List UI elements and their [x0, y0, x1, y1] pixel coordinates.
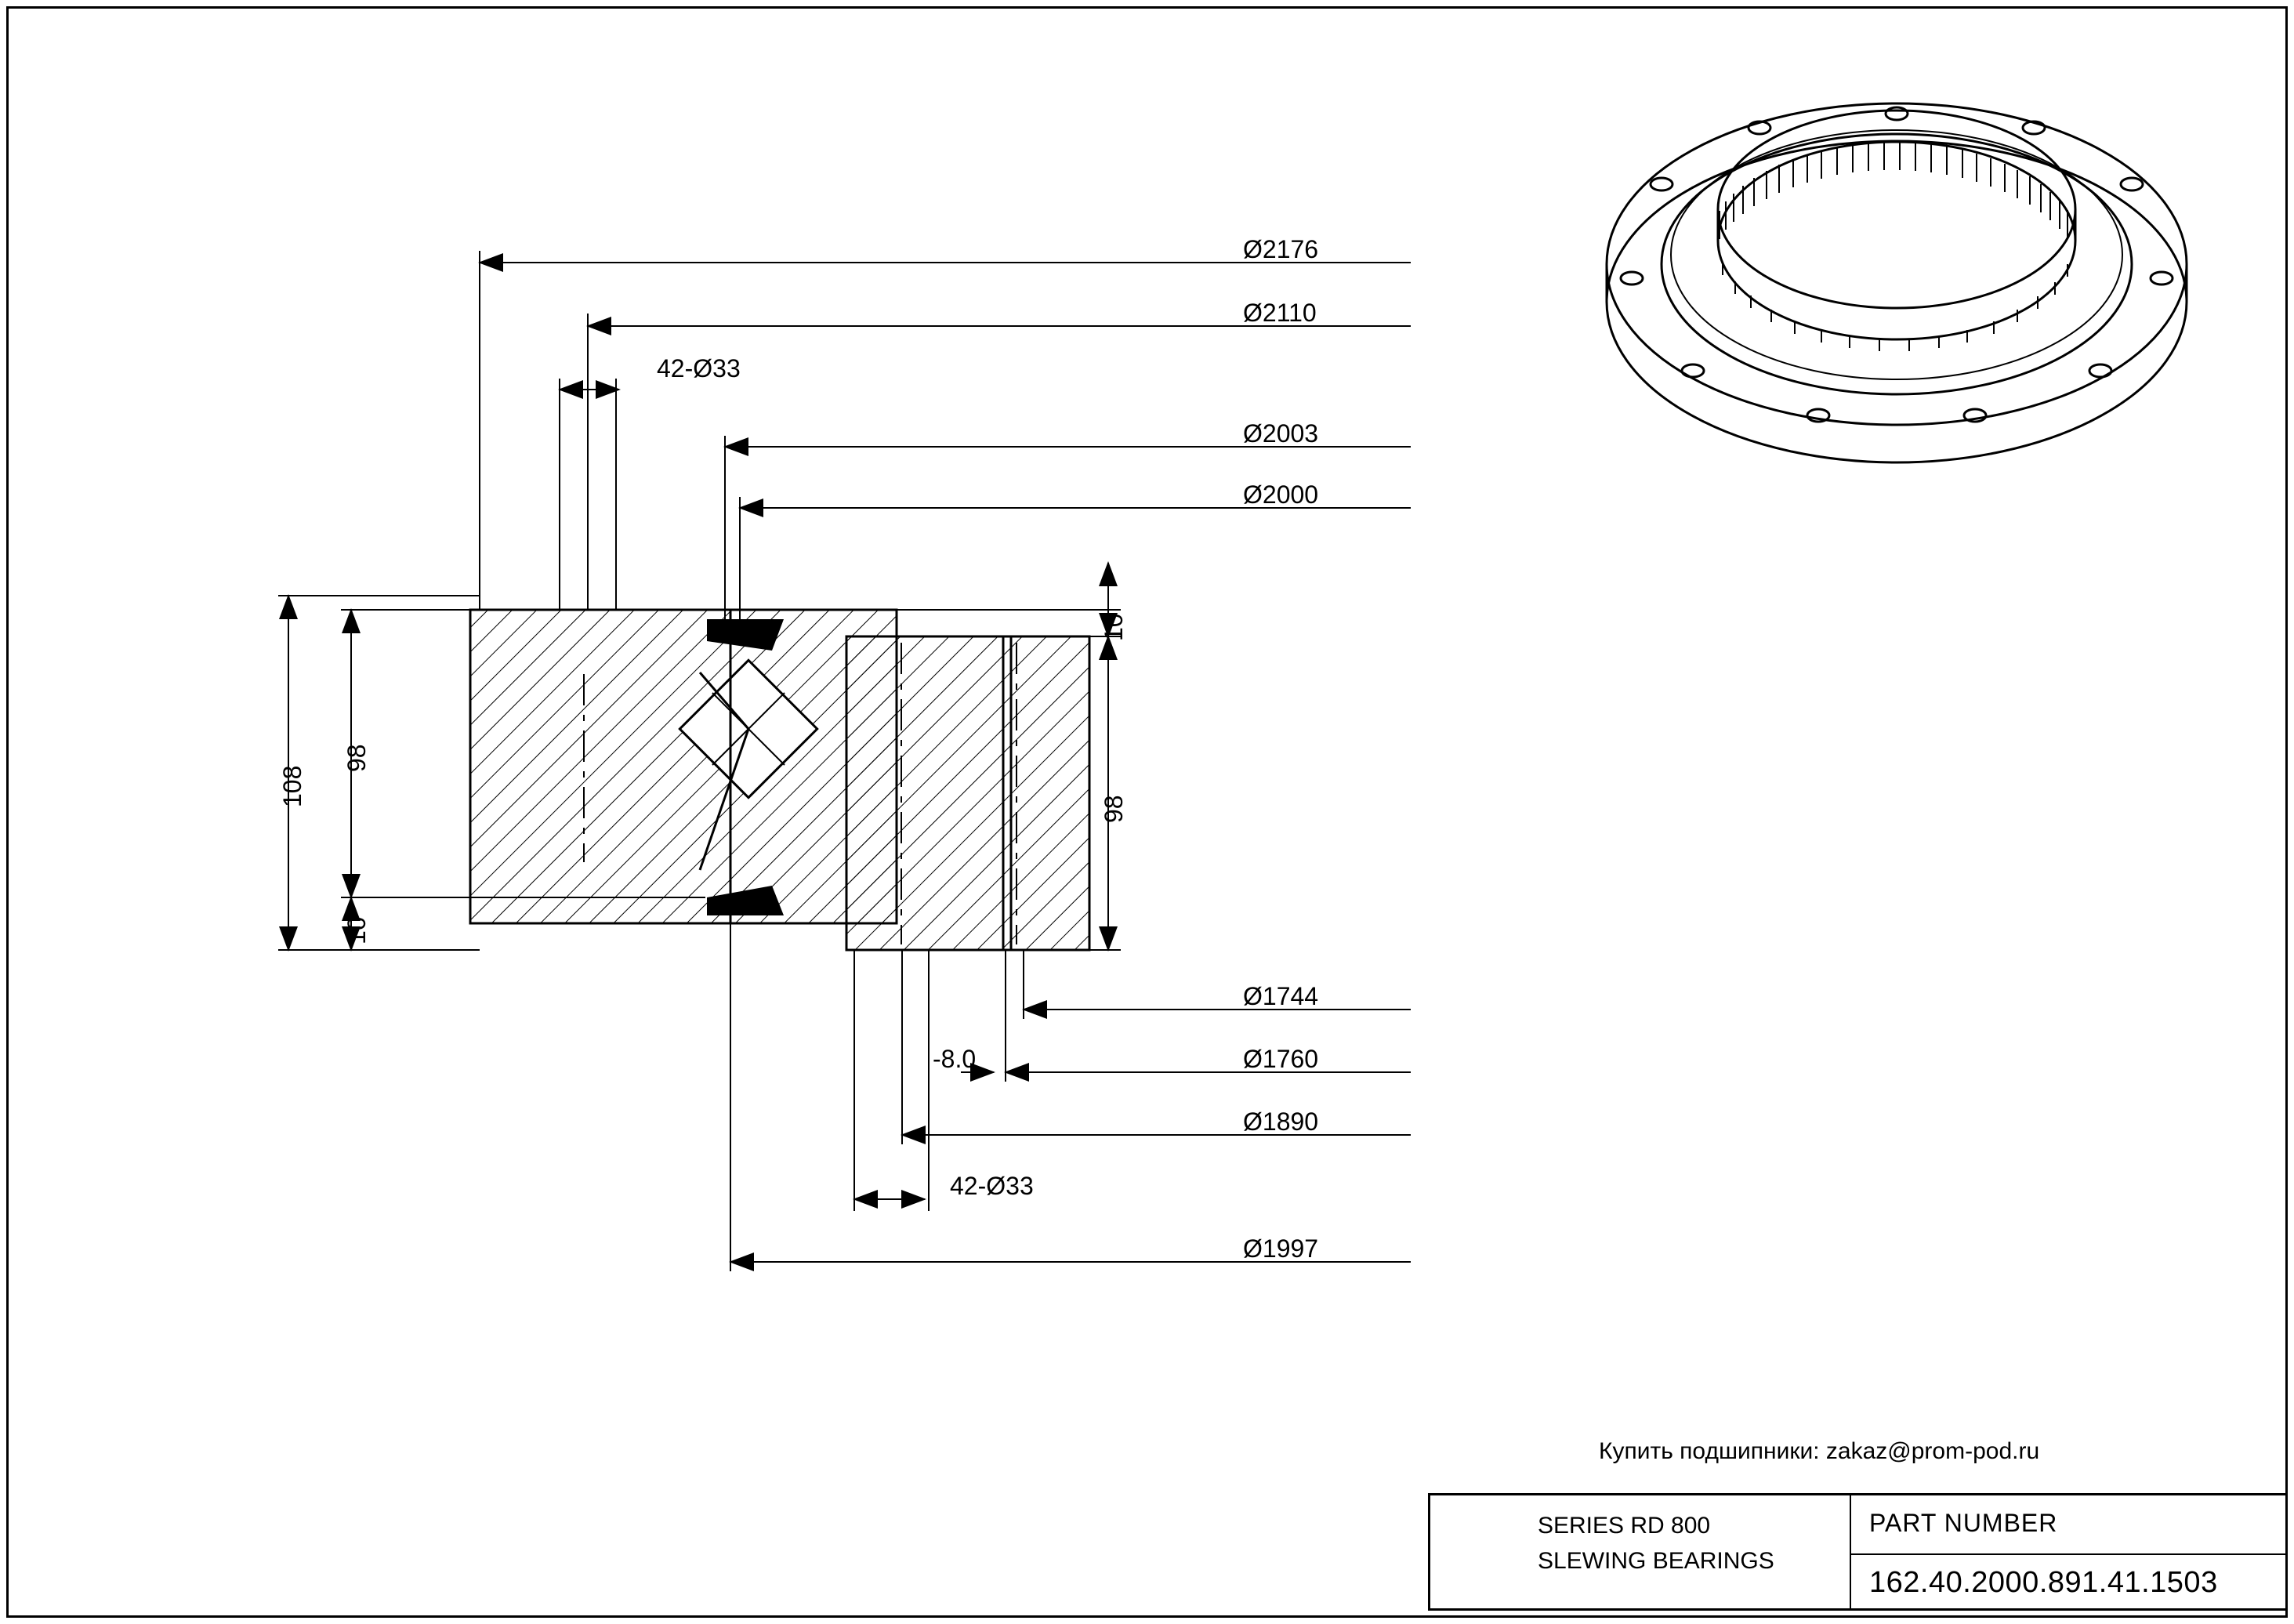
contact-note: Купить подшипники: zakaz@prom-pod.ru [1599, 1438, 2040, 1464]
bottom-dimension-lines [730, 923, 1411, 1271]
dim-label-total-height: 108 [278, 765, 306, 807]
dim-label-od-outer: Ø2176 [1243, 235, 1319, 263]
dim-label-raceway-outer: Ø2003 [1243, 419, 1319, 448]
dim-label-inner-ring-height: 98 [1100, 795, 1128, 823]
title-block-divider-h [1850, 1553, 2288, 1555]
dim-label-bolt-circle-inner: Ø1890 [1243, 1107, 1319, 1136]
isometric-bearing-view [1607, 103, 2187, 462]
dim-label-id-inner: Ø1760 [1243, 1045, 1319, 1073]
dim-label-hole-count-inner: 42-Ø33 [950, 1172, 1034, 1200]
dim-label-gear-offset: -8.0 [933, 1045, 977, 1073]
series-line2: SLEWING BEARINGS [1538, 1548, 1774, 1574]
cross-section [470, 610, 1089, 950]
dim-label-id-gear-root: Ø1744 [1243, 982, 1319, 1010]
part-number-header: PART NUMBER [1869, 1509, 2058, 1537]
title-block-divider [1850, 1493, 1851, 1611]
dim-label-bolt-circle-outer: Ø2110 [1243, 299, 1317, 327]
dim-label-step-height-right: 10 [1100, 613, 1128, 641]
dim-label-nominal: Ø2000 [1243, 480, 1319, 509]
dim-label-outer-ring-height: 98 [342, 744, 371, 772]
dim-label-step-height-left: 10 [342, 916, 371, 944]
series-line1: SERIES RD 800 [1538, 1513, 1711, 1539]
part-number-value: 162.40.2000.891.41.1503 [1869, 1566, 2218, 1599]
dim-label-od-inner-ring: Ø1997 [1243, 1234, 1319, 1263]
dim-label-hole-count-outer: 42-Ø33 [657, 354, 741, 382]
